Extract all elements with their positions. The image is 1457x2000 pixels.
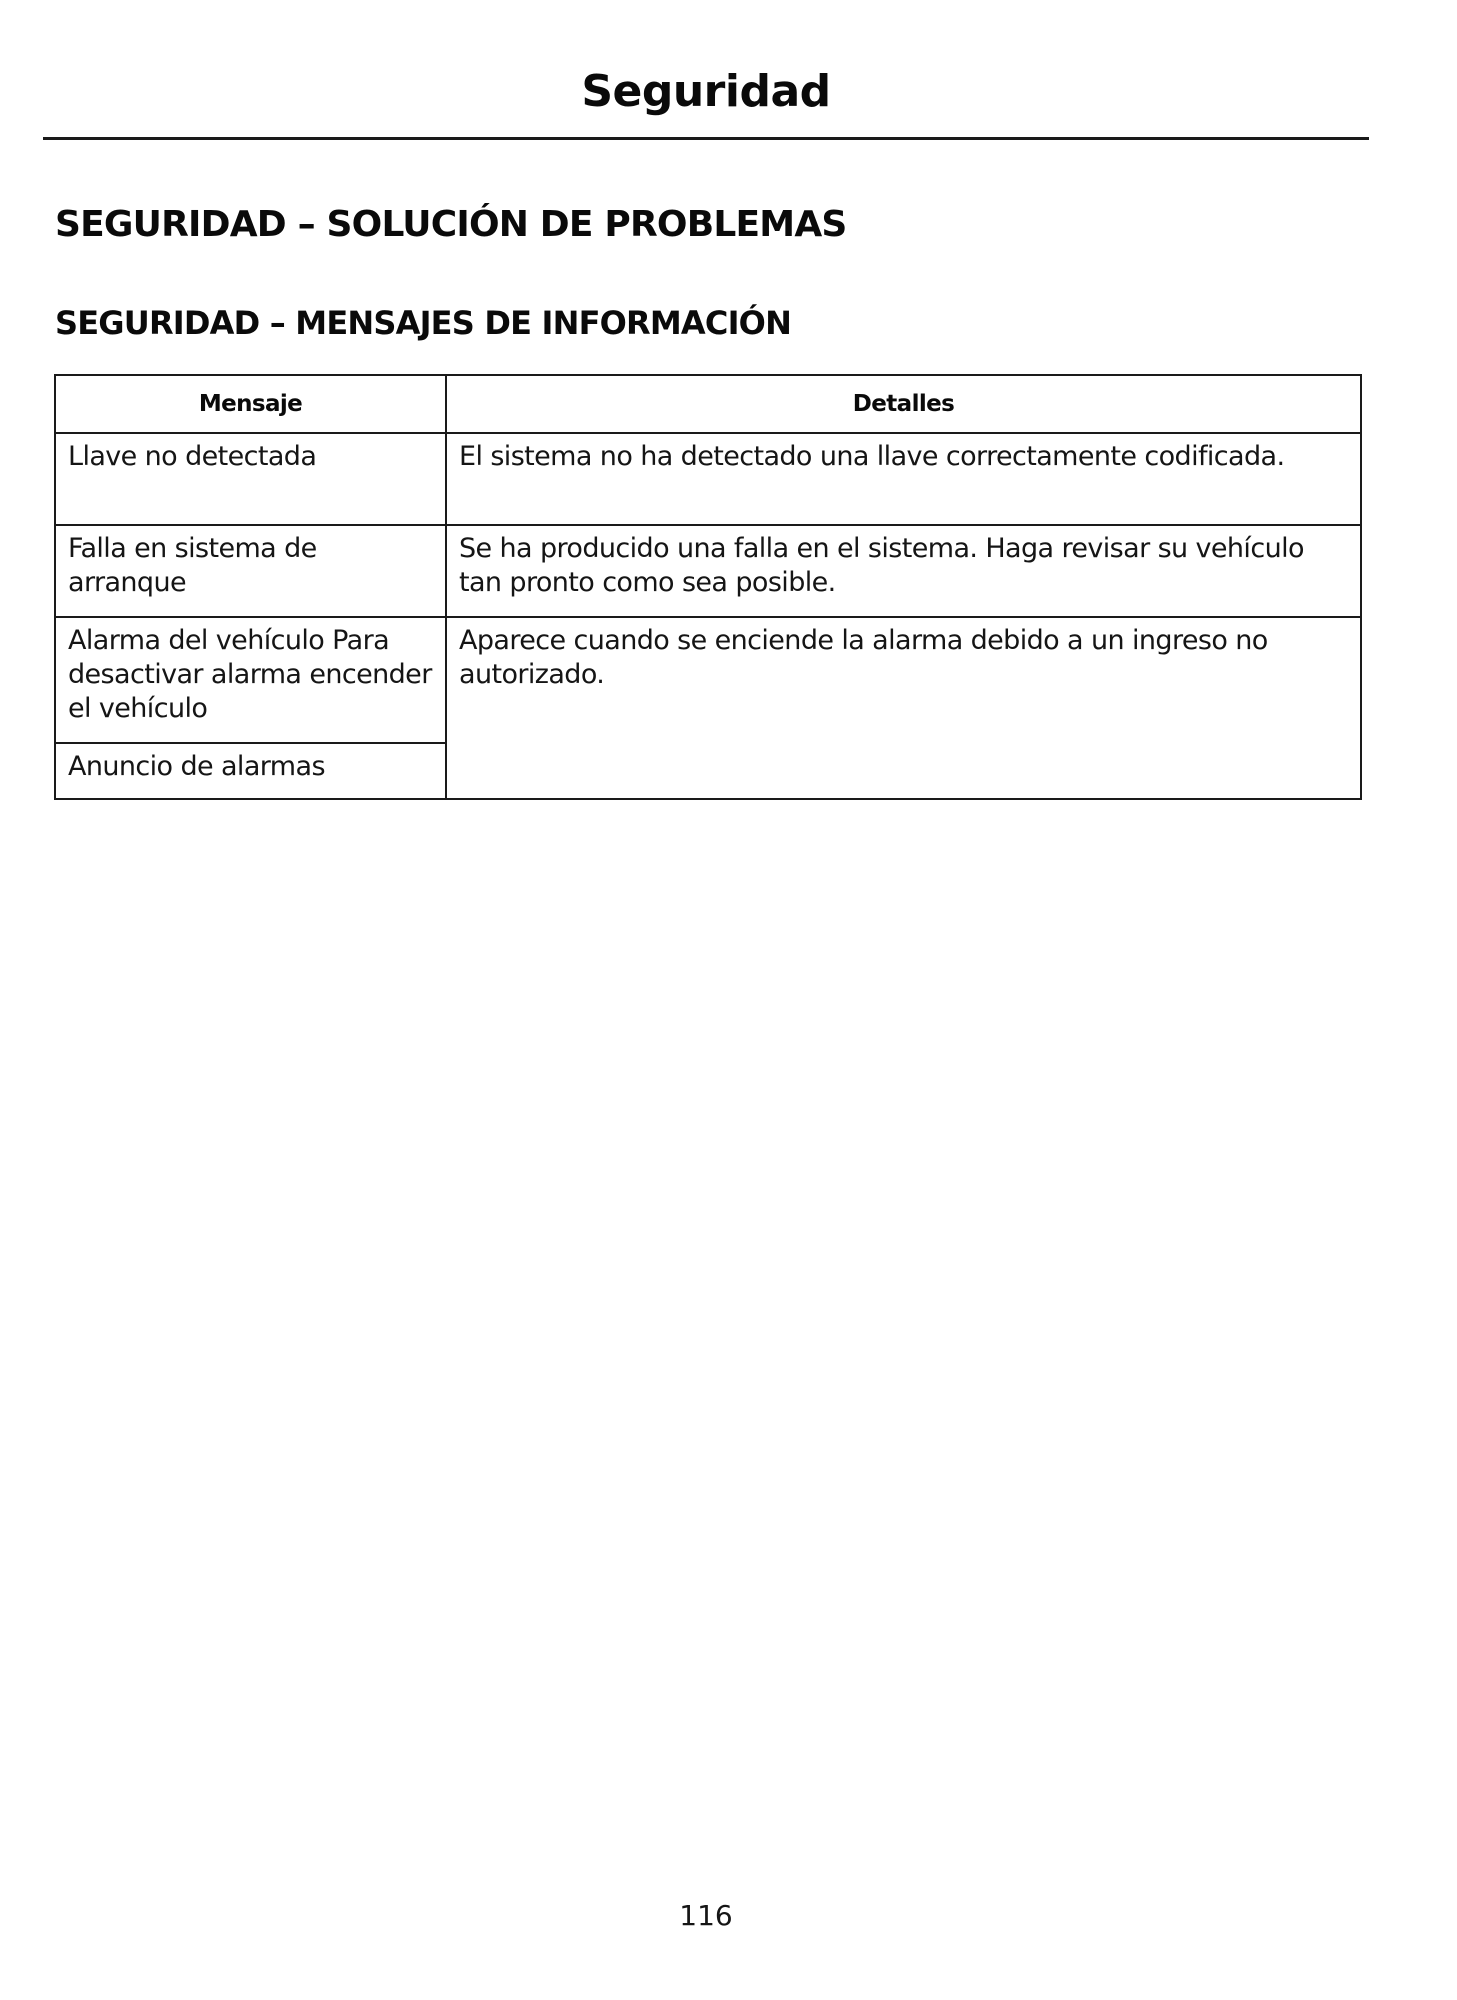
message-cell: Anuncio de alarmas bbox=[55, 743, 446, 799]
table-header-row bbox=[55, 375, 1361, 433]
column-header-message: Mensaje bbox=[55, 375, 446, 433]
table-row bbox=[55, 525, 1361, 617]
details-cell: Aparece cuando se enciende la alarma debido a un ingreso no autorizado. bbox=[446, 617, 1361, 799]
details-cell: Se ha producido una falla en el sistema. Haga revisar su vehículo tan pronto como sea posible. bbox=[446, 525, 1361, 617]
column-header-details: Detalles bbox=[446, 375, 1361, 433]
message-cell: Falla en sistema de arranque bbox=[55, 525, 446, 617]
page-header-title: Seguridad bbox=[581, 66, 831, 117]
page-number: 116 bbox=[679, 1899, 733, 1932]
table-row bbox=[55, 617, 1361, 743]
header-divider bbox=[43, 137, 1369, 140]
subsection-title: SEGURIDAD – MENSAJES DE INFORMACIÓN bbox=[55, 304, 792, 342]
section-title: SEGURIDAD – SOLUCIÓN DE PROBLEMAS bbox=[55, 204, 847, 245]
message-cell: Llave no detectada bbox=[55, 433, 446, 525]
information-messages-table bbox=[54, 374, 1362, 800]
message-cell: Alarma del vehículo Para desactivar alarma encender el vehículo bbox=[55, 617, 446, 743]
details-cell: El sistema no ha detectado una llave correctamente codificada. bbox=[446, 433, 1361, 525]
table-row bbox=[55, 433, 1361, 525]
